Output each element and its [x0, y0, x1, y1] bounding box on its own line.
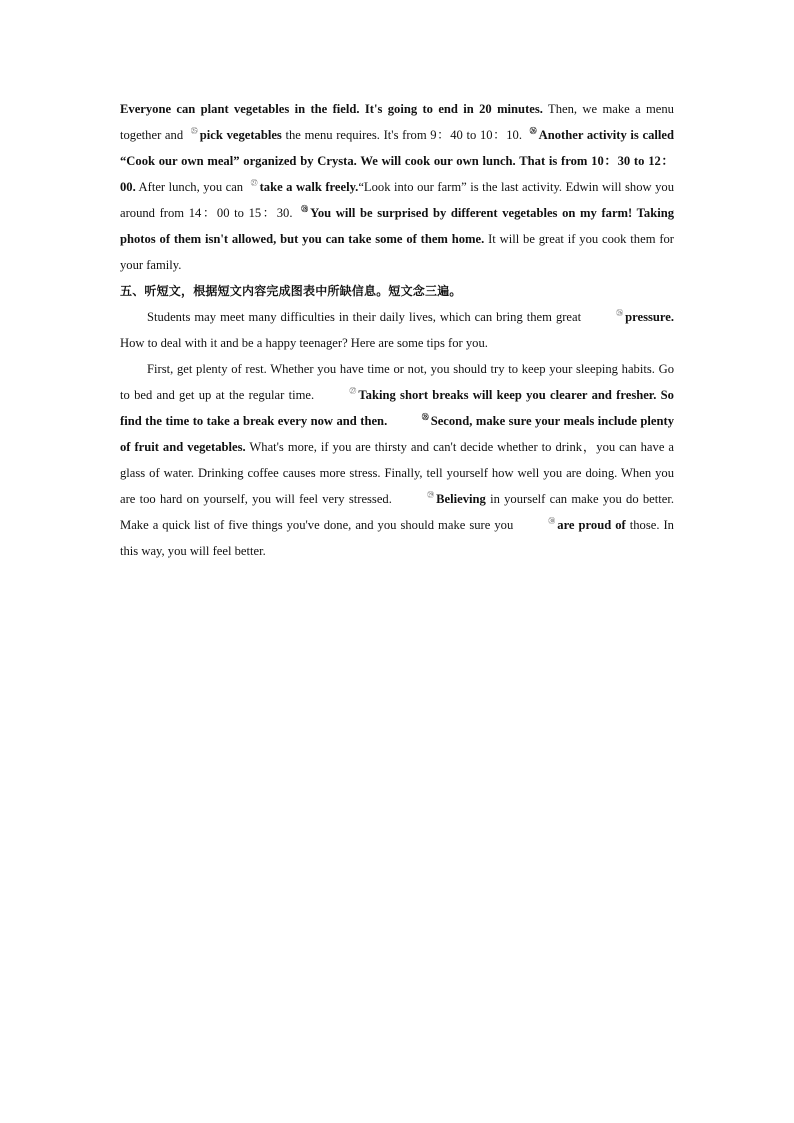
answer-text: You will be surprised by different vegetables on my farm! Taking photos of them isn't allowed, but you can take some of them home. [120, 206, 674, 246]
body-text: How to deal with it and be a happy teenager? Here are some tips for you. [120, 336, 488, 350]
answer-text: Another activity is called “Cook our own meal” organized by Crysta. We will cook our own lunch. That is from 10：30 to 12：00. [120, 128, 674, 194]
question-number-marker: ㉙ [427, 491, 435, 499]
body-text: in yourself can make you do better. Make a quick list of five things you've done, and you should make sure you [120, 492, 674, 532]
answer-text: Believing [436, 492, 486, 506]
farm-activities-paragraph [120, 96, 674, 278]
document-page [120, 96, 674, 564]
body-text: “Look into our farm” is the last activity. Edwin will show you around from 14：00 to 15：30. [120, 180, 674, 220]
answer-text: are proud of [557, 518, 626, 532]
answer-text: Second, make sure your meals include plenty of fruit and vegetables. [120, 414, 674, 454]
stress-intro-paragraph [120, 304, 674, 356]
answer-text: pressure. [625, 310, 674, 324]
body-text: First, get plenty of rest. Whether you have time or not, you should try to keep your sleeping habits. Go to bed and get up at the regular time. [120, 362, 674, 402]
question-number-marker: ㉕ [190, 127, 198, 135]
question-number-marker: ㉖ [616, 309, 624, 317]
question-number-marker: ㉗ [250, 179, 258, 187]
answer-text: Taking short breaks will keep you clearer and fresher. So find the time to take a break every now and then. [120, 388, 674, 428]
answer-text: take a walk freely. [259, 180, 359, 194]
question-number-marker: ㉚ [548, 517, 556, 525]
body-text: After lunch, you can [135, 180, 247, 194]
question-number-marker: ㉗ [349, 387, 357, 395]
body-text: Then, we make a menu together and [120, 102, 674, 142]
body-text [387, 414, 390, 428]
stress-tips-paragraph [120, 356, 674, 564]
section-heading: 五、听短文，根据短文内容完成图表中所缺信息。短文念三遍。 [120, 284, 462, 298]
body-text: Students may meet many difficulties in their daily lives, which can bring them great [147, 310, 586, 324]
body-text: those. In this way, you will feel better. [120, 518, 674, 558]
body-text: the menu requires. It's from 9：40 to 10：10. [281, 128, 526, 142]
question-number-marker: ㉘ [301, 205, 309, 213]
body-text: It will be great if you cook them for your family. [120, 232, 675, 272]
body-text: What's more, if you are thirsty and can't decide whether to drink，you can have a glass of water. Drinking coffee causes more stress. Finally, tell yourself how well you are doing. When you are too hard on yourself, you will feel very stressed. [120, 440, 674, 506]
question-number-marker: ㉘ [421, 413, 429, 421]
bold-text: Everyone can plant vegetables in the field. It's going to end in 20 minutes. [120, 102, 543, 116]
answer-text: pick vegetables [199, 128, 282, 142]
question-number-marker: ㉖ [529, 127, 537, 135]
